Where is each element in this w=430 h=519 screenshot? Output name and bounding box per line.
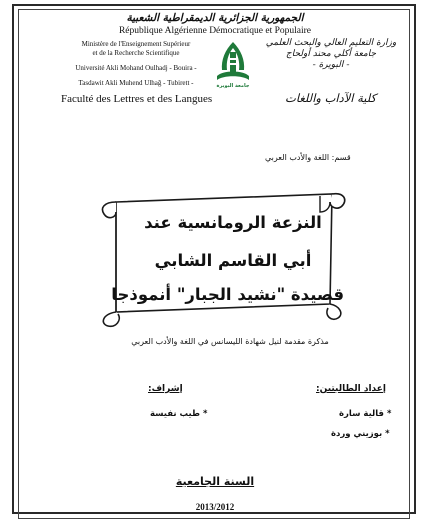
student-name-2: * بوزيني وردة: [331, 429, 390, 439]
supervisor-name: * طيب نفيسة: [150, 409, 208, 419]
ministry-line-ar: وزارة التعليم العالي والبحث العلمي: [265, 38, 397, 48]
faculty-arabic: كلية الآداب واللغات: [285, 91, 377, 105]
student-name-1: * قالية سارة: [339, 409, 392, 419]
thesis-note: مذكرة مقدمة لنيل شهادة الليسانس في اللغة والأدب العربي: [131, 337, 329, 346]
ministry-line-1: Ministère de l'Enseignement Supérieur: [81, 40, 191, 48]
thesis-title-line-3: قصيدة "نشيد الجبار" أنموذجا: [111, 285, 344, 304]
faculty-french: Faculté des Lettres et des Langues: [61, 93, 213, 105]
students-label: إعداد الطالبتين:: [316, 384, 386, 394]
university-line-fr: Université Akli Mohand Oulhadj - Bouira -: [75, 64, 197, 72]
thesis-title-line-1: النزعة الرومانسية عند: [144, 213, 322, 232]
republic-arabic: الجمهورية الجزائرية الديمقراطية الشعبية: [126, 12, 304, 24]
university-line-ar: جامعة أكلي محند أولحاج: [285, 49, 377, 59]
logo-caption: جامعة البويرة: [216, 83, 250, 89]
supervisor-label: إشراف:: [148, 384, 183, 394]
republic-french: République Algérienne Démocratique et Populaire: [118, 26, 312, 36]
university-logo: [213, 40, 253, 94]
ministry-line-2: et de la Recherche Scientifique: [92, 49, 180, 57]
city-line-ar: - البويرة -: [312, 60, 350, 70]
ministry-university-ar: [256, 38, 406, 71]
ministry-university-fr: [56, 40, 216, 88]
university-line-kab: Tasdawit Akli Muhend Ulhağ - Tubirett -: [78, 79, 194, 87]
academic-year-label: السنة الجامعية: [175, 475, 255, 488]
thesis-title-line-2: أبي القاسم الشابي: [154, 251, 312, 270]
department-label: قسم: اللغة والأدب العربي: [265, 153, 351, 162]
academic-year-value: 2013/2012: [195, 502, 235, 512]
